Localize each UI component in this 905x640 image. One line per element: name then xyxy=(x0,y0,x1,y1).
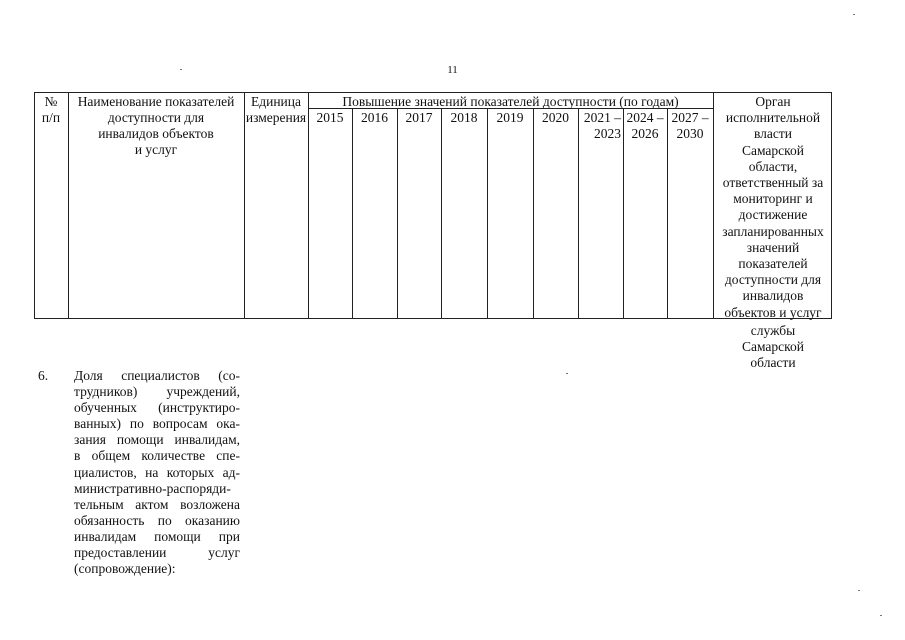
header-years-2024-2026: 2024 – 2026 xyxy=(626,110,664,141)
row-number: 6. xyxy=(38,368,49,383)
header-indicator-name: Наименование показателей доступности для инвалидов объектов и услуг xyxy=(77,94,235,157)
header-years-2027-2030: 2027 – 2030 xyxy=(671,110,709,141)
header-year-2016: 2016 xyxy=(361,110,388,125)
organ-continuation: службы Самарской области xyxy=(741,322,805,371)
header-year-2015: 2015 xyxy=(316,110,344,125)
scan-speck xyxy=(566,373,568,374)
header-year-2017: 2017 xyxy=(405,110,433,125)
page-number: 11 xyxy=(447,64,458,76)
table-left-border xyxy=(34,92,35,319)
year-col-divider xyxy=(533,108,534,319)
year-col-divider xyxy=(487,108,488,319)
col-divider xyxy=(308,92,309,319)
header-year-2020: 2020 xyxy=(542,110,569,125)
header-years-2021-2023: 2021 – 2023 xyxy=(583,110,621,141)
scan-speck xyxy=(858,590,860,591)
header-unit: Единица измерения xyxy=(245,94,307,125)
header-year-2019: 2019 xyxy=(496,110,524,125)
scan-speck xyxy=(853,14,855,15)
header-responsible-authority: Орган исполнительной власти Самарской области, ответственный за мониторинг и достижение запланированных значений показателей доступности для инвалидов объектов и услуг службы Самарской области xyxy=(714,94,832,371)
header-number: № п/п xyxy=(41,94,61,125)
year-col-divider xyxy=(441,108,442,319)
header-increase-by-years: Повышение значений показателей доступности (по годам) xyxy=(342,94,679,109)
col-divider xyxy=(244,92,245,319)
header-year-2018: 2018 xyxy=(450,110,478,125)
row-indicator-text: Доля специалистов (со- трудников) учреждений, обученных (инструктиро- ванных) по вопросам ока- зания помощи инвалидам, в общем количестве спе- циалистов, на которых ад- министративно-распоряди- тельным актом возложена обязанность по оказанию инвалидам помощи при предоставлении услуг (сопровождение): xyxy=(74,368,240,577)
year-col-divider xyxy=(397,108,398,319)
scan-speck xyxy=(180,69,182,70)
year-col-divider xyxy=(352,108,353,319)
scan-speck xyxy=(880,615,882,616)
